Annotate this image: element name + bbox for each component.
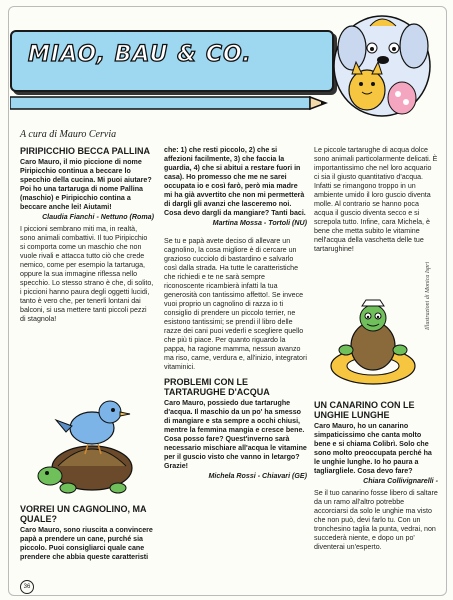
reader-letter: Caro Mauro, sono riuscita a convincere papà a prendere un cane, purché sia piccolo. Puoi consigliarci quale cane prendere che abbia queste caratteristi (20, 526, 153, 561)
editor-answer: Se tu e papà avete deciso di allevare un cagnolino, la cosa migliore è di cercare un grazioso cucciolo di bastardino e salvarlo così dalla strada. Ha tutte le caratteristiche che richiedi e te ne sarà sempre riconoscente ricambierà infatti la tua generosità con tantissimo affetto!. Se invece vuoi proprio un cagnolino di razza io ti consiglio di prendere un piccolo terrier, ne esistono tantissimi; se prendi il libro delle razze dei cani puoi vederli e scegliere quello che più ti piace. Per quanto riguardo la pappa, ha ragione mamma, nessun avanzo ma riso, carne, verdura e, all'inizio, integratori vitaminici. (164, 237, 307, 371)
page-number: 36 (20, 580, 34, 594)
article-turtle-answer (314, 146, 438, 254)
article-pigeon (20, 146, 154, 324)
turtle-swim-ring-illustration (318, 296, 428, 396)
article-title: PROBLEMI CON LE TARTARUGHE D'ACQUA (164, 377, 270, 397)
editor-credit: A cura di Mauro Cervia (20, 129, 117, 140)
reader-signature: Michela Rossi - Chiavari (GE) (208, 472, 307, 480)
article-title: PIRIPICCHIO BECCA PALLINA (20, 146, 151, 156)
section-title: MIAO, BAU & CO. (28, 42, 252, 67)
reader-letter-continued: che: 1) che resti piccolo, 2) che si affezioni facilmente, 3) che faccia la guardia, 4) che si abitui a restare fuori in casa). Ho promesso che me ne sarei occupata io e così farò, però mia madre mi ha già avvertito che non mi permetterà di dargli gli avanzi che lasceremo noi. Cosa devo dargli da mangiare? Tanti baci. (164, 146, 306, 217)
reader-letter: Caro Mauro, ho un canarino simpaticissimo che canta molto bene e si chiama Colibrì. Solo che sono molto preoccupata perché ha le unghie lunghe. Io ho paura a tagliargliele. Cosa devo fare? (314, 422, 432, 475)
section-banner (10, 30, 334, 92)
bird-turtle-illustration (30, 388, 148, 498)
article-dog-continued (164, 146, 307, 484)
dog-cat-illustration (322, 8, 442, 123)
editor-answer: I piccioni sembrano miti ma, in realtà, sono animali combattivi. Il tuo Piripicchio si comporta come un maschio che non vuole rivali e attacca tutto ciò che crede nemico, come per esempio la tartaruga, oppure la sua immagine riflessa nello specchio. Lo stesso strano è che, di solito, i piccioni hanno paura degli oggetti lucidi, tanto è vero che, per tenerli lontani dai balconi, si usa mettere tanti piccoli pezzi di stagnola! (20, 225, 154, 323)
article-title: VORREI UN CAGNOLINO, MA QUALE? (20, 504, 147, 524)
editor-answer: Le piccole tartarughe di acqua dolce sono animali particolarmente delicati. È importantissimo che nel loro acquario ci sia il giusto quantitativo d'acqua. Infatti se rimangono troppo in un ambiente umido il loro guscio diventa molle. Al contrario se hanno poca acqua il guscio diventa secco e si screpola tutto. Infine, cara Michela, è bene che metta subito le vitamine nell'acqua della vaschetta delle tue tartarughine! (314, 146, 438, 253)
reader-signature: Martina Mossa - Tortoli (NU) (212, 219, 307, 227)
reader-letter: Caro Mauro, possiedo due tartarughe d'acqua. Il maschio da un po' ha smesso di mangiare e sta sempre a occhi chiusi, mentre la femmina mangia e cresce bene. Cosa posso fare? Quest'inverno sarà necessario mischiare all'acqua le vitamine per il guscio visto che vanno in letargo? Grazie! (164, 399, 307, 470)
illustration-credit: Illustrazioni di Monica Ispri (425, 261, 431, 330)
pencil-divider-icon (10, 94, 328, 112)
reader-signature: Chiara Collivignarelli - (363, 477, 438, 485)
article-title: UN CANARINO CON LE UNGHIE LUNGHE (314, 400, 415, 420)
editor-answer: Se il tuo canarino fosse libero di saltare da un ramo all'altro potrebbe accorciarsi da solo le unghie ma visto che non può, devi farlo tu. Con un tronchesino taglia la punta, vedrai, non succederà niente, e dopo un po' diventerai un'esperto. (314, 489, 438, 551)
article-dog (20, 504, 154, 562)
article-canary (314, 400, 438, 552)
reader-letter: Caro Mauro, il mio piccione di nome Piripicchio continua a beccare lo specchio della cucina. Mi puoi aiutare? Poi ho una tartaruga di nome Pallina (maschio) e Piripicchio contina a beccare anche lei! Aiutami! (20, 158, 152, 211)
reader-signature: Claudia Fianchi - Nettuno (Roma) (42, 213, 154, 221)
